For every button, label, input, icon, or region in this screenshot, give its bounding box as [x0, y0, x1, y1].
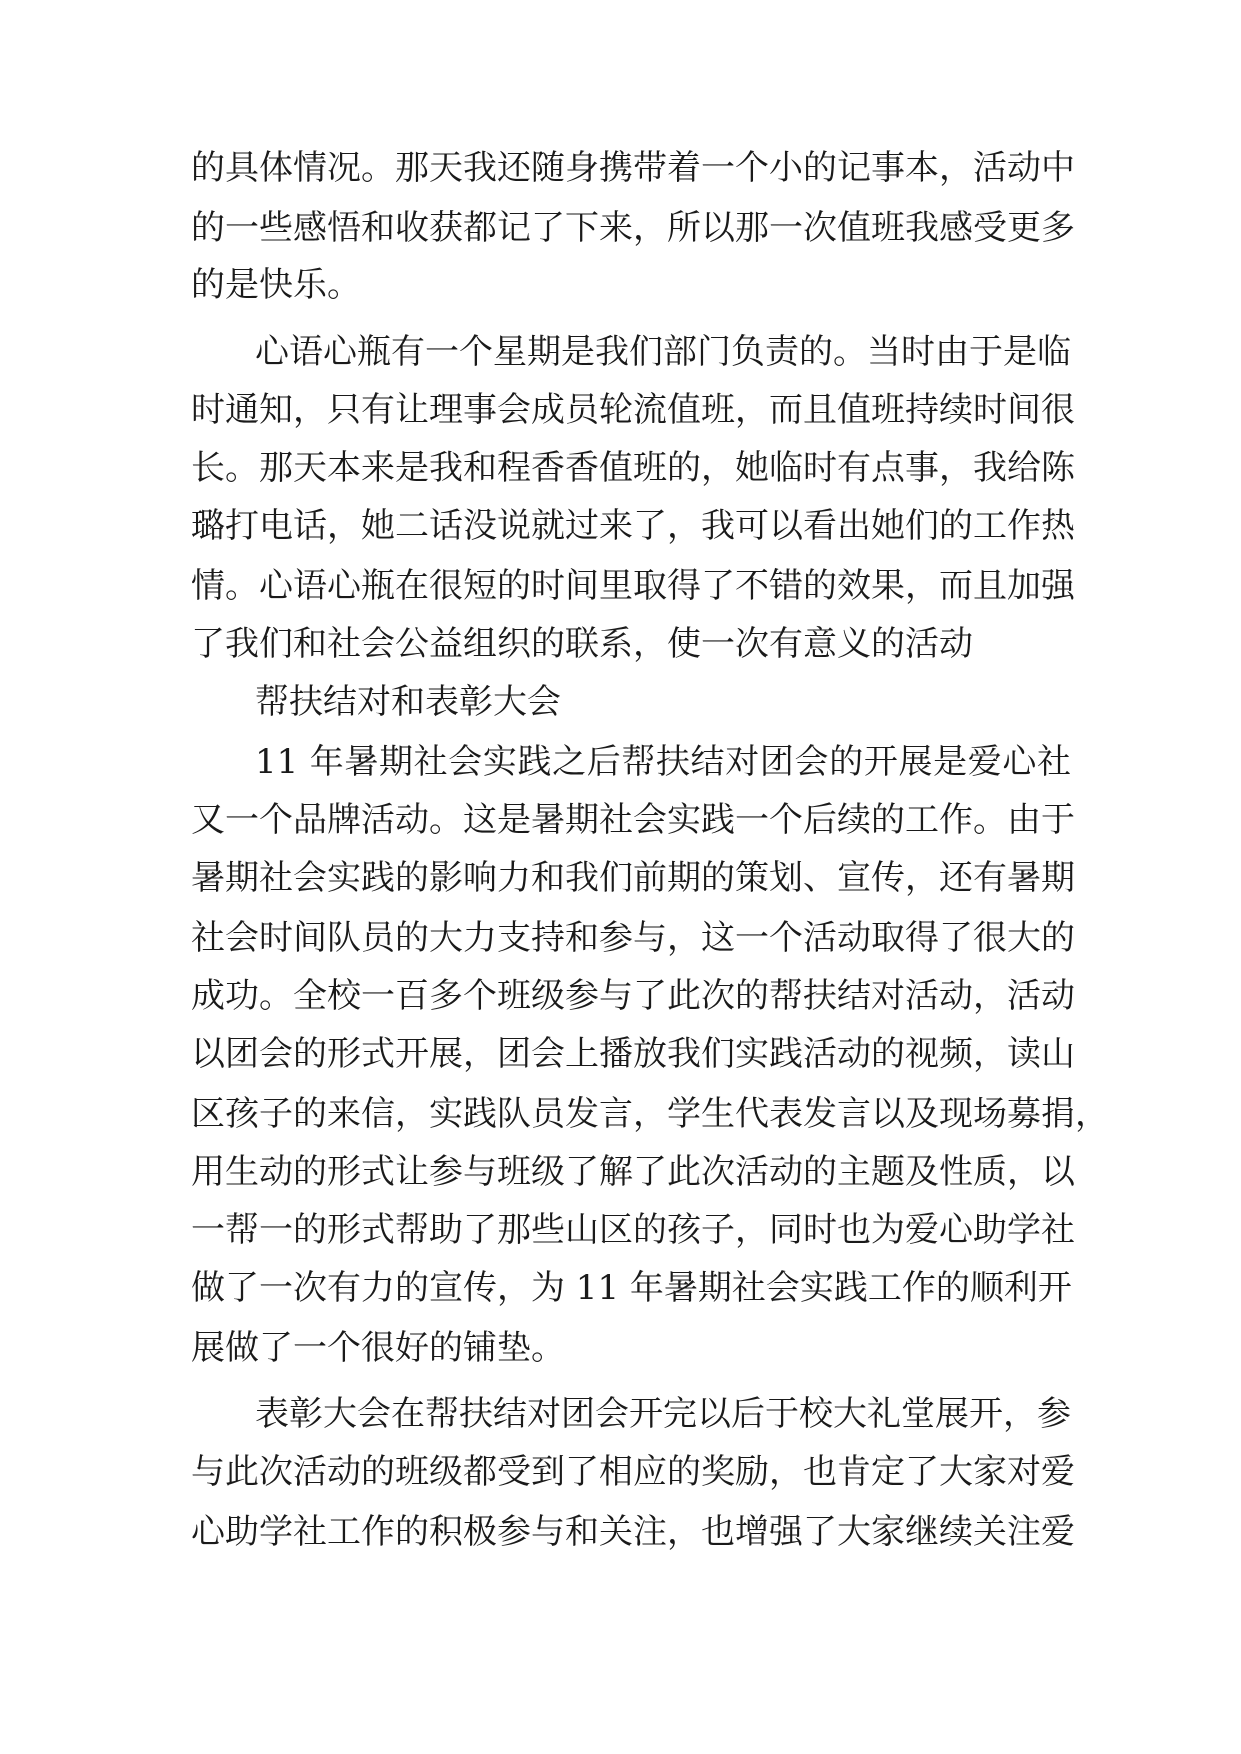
text-line: 一帮一的形式帮助了那些山区的孩子，同时也为爱心助学社: [191, 1210, 1075, 1250]
text-line: 与此次活动的班级都受到了相应的奖励，也肯定了大家对爱: [191, 1452, 1075, 1492]
text-line: 璐打电话，她二话没说就过来了，我可以看出她们的工作热: [191, 506, 1075, 546]
text-line: 做了一次有力的宣传，为 11 年暑期社会实践工作的顺利开: [191, 1268, 1072, 1308]
text-line: 表彰大会在帮扶结对团会开完以后于校大礼堂展开，参: [255, 1394, 1071, 1434]
text-line: 了我们和社会公益组织的联系，使一次有意义的活动: [191, 624, 973, 664]
text-line: 展做了一个很好的铺垫。: [191, 1328, 565, 1368]
text-line: 心语心瓶有一个星期是我们部门负责的。当时由于是临: [255, 332, 1071, 372]
text-line: 的是快乐。: [191, 265, 361, 305]
text-line: 的一些感悟和收获都记了下来，所以那一次值班我感受更多: [191, 208, 1075, 248]
text-line: 暑期社会实践的影响力和我们前期的策划、宣传，还有暑期: [191, 858, 1075, 898]
text-line: 11 年暑期社会实践之后帮扶结对团会的开展是爱心社: [255, 742, 1071, 782]
text-line: 成功。全校一百多个班级参与了此次的帮扶结对活动，活动: [191, 976, 1075, 1016]
text-line: 用生动的形式让参与班级了解了此次活动的主题及性质，以: [191, 1152, 1075, 1192]
text-line: 时通知，只有让理事会成员轮流值班，而且值班持续时间很: [191, 390, 1075, 430]
text-line: 长。那天本来是我和程香香值班的，她临时有点事，我给陈: [191, 448, 1075, 488]
text-line: 情。心语心瓶在很短的时间里取得了不错的效果，而且加强: [191, 566, 1075, 606]
text-line: 区孩子的来信，实践队员发言，学生代表发言以及现场募捐，: [191, 1094, 1109, 1134]
text-line: 的具体情况。那天我还随身携带着一个小的记事本，活动中: [191, 148, 1075, 188]
text-line: 以团会的形式开展，团会上播放我们实践活动的视频，读山: [191, 1034, 1075, 1074]
text-line: 又一个品牌活动。这是暑期社会实践一个后续的工作。由于: [191, 800, 1075, 840]
text-line: 社会时间队员的大力支持和参与，这一个活动取得了很大的: [191, 918, 1075, 958]
text-line: 帮扶结对和表彰大会: [255, 682, 561, 722]
text-line: 心助学社工作的积极参与和关注，也增强了大家继续关注爱: [191, 1512, 1075, 1552]
